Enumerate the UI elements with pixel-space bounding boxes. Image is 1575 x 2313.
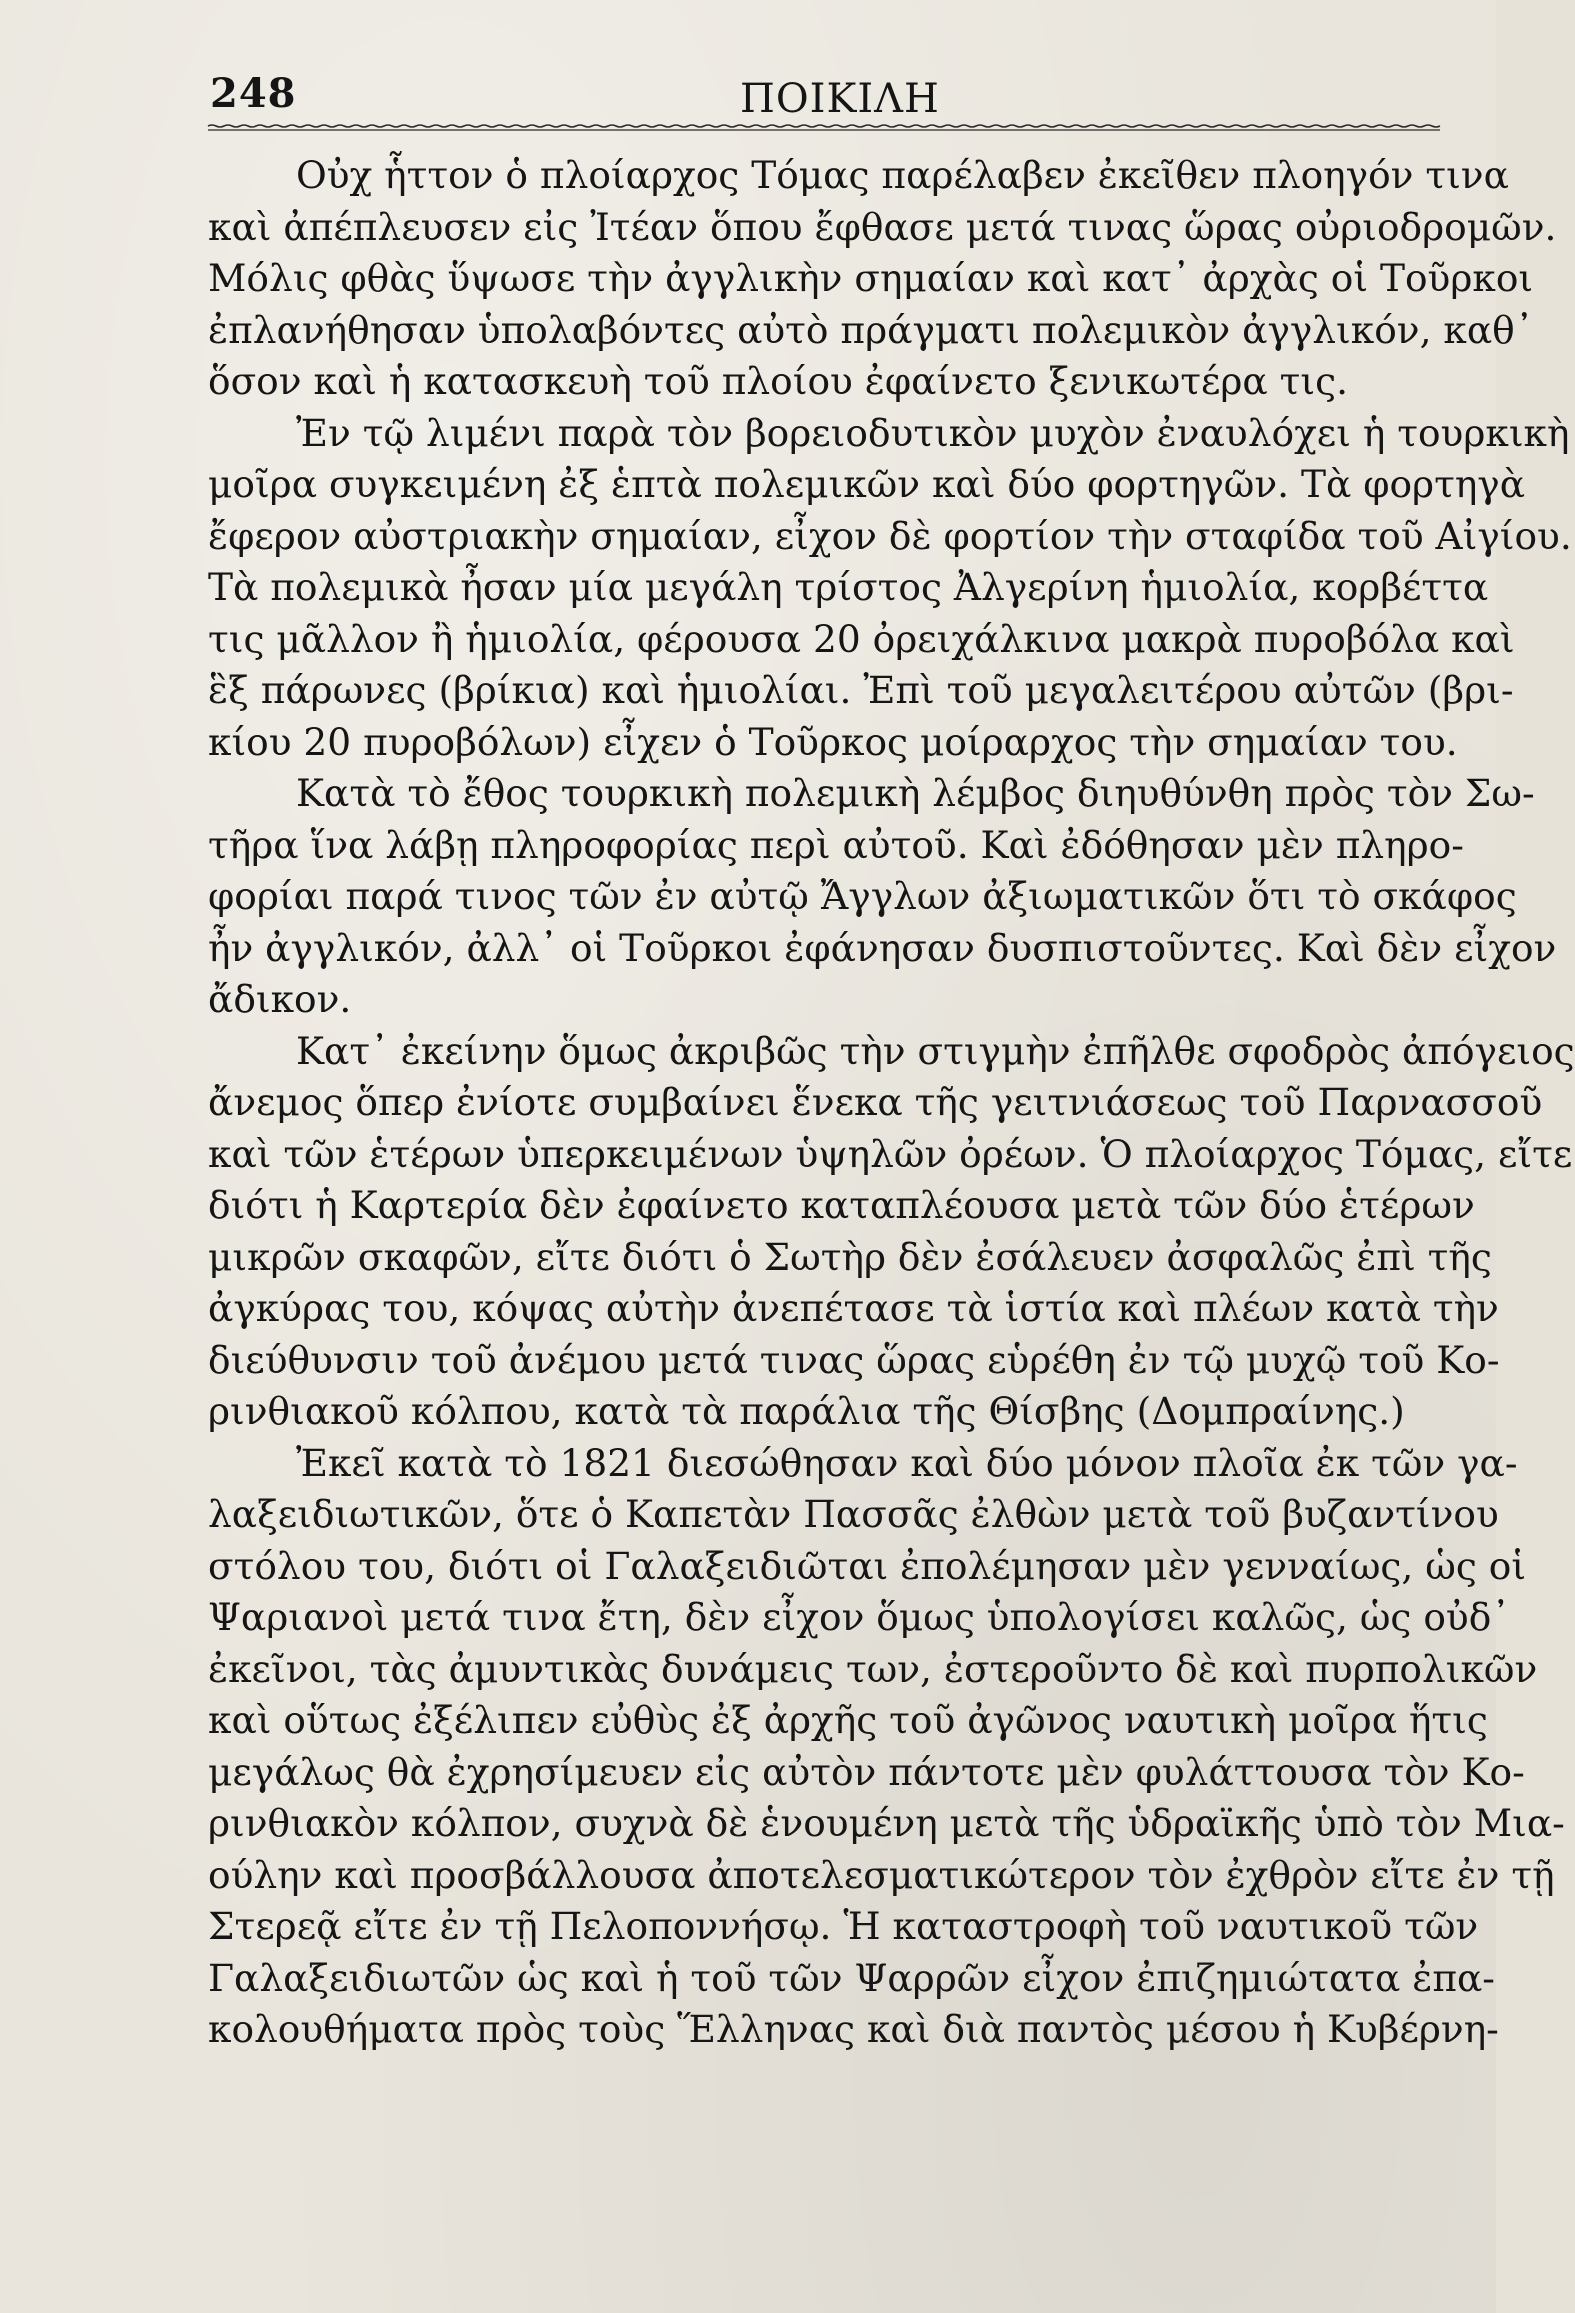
text-line: ἀγκύρας του, κόψας αὐτὴν ἀνεπέτασε τὰ ἱστία καὶ πλέων κατὰ τὴν — [208, 1286, 1499, 1330]
text-line: Γαλαξειδιωτῶν ὡς καὶ ἡ τοῦ τῶν Ψαρρῶν εἶχον ἐπιζημιώτατα ἐπα- — [208, 1955, 1495, 2000]
running-title: ΠΟΙΚΙΛΗ — [740, 76, 940, 122]
text-line: ρινθιακὸν κόλπον, συχνὰ δὲ ἑνουμένη μετὰ τῆς ὑδραϊκῆς ὑπὸ τὸν Μια- — [208, 1801, 1565, 1845]
text-line: διεύθυνσιν τοῦ ἀνέμου μετά τινας ὥρας εὑρέθη ἐν τῷ μυχῷ τοῦ Κο- — [208, 1337, 1500, 1382]
text-line: ἔφερον αὐστριακὴν σημαίαν, εἶχον δὲ φορτίον τὴν σταφίδα τοῦ Αἰγίου. — [208, 513, 1572, 558]
text-line: ούλην καὶ προσβάλλουσα ἀποτελεσματικώτερον τὸν ἐχθρὸν εἴτε ἐν τῇ — [208, 1852, 1555, 1897]
text-line: καὶ οὕτως ἐξέλιπεν εὐθὺς ἐξ ἀρχῆς τοῦ ἀγῶνος ναυτικὴ μοῖρα ἥτις — [208, 1698, 1488, 1742]
body-text — [208, 150, 1575, 2056]
text-line: κίου 20 πυροβόλων) εἶχεν ὁ Τοῦρκος μοίραρχος τὴν σημαίαν του. — [208, 719, 1458, 764]
text-line: ἐκεῖνοι, τὰς ἀμυντικὰς δυνάμεις των, ἐστεροῦντο δὲ καὶ πυρπολικῶν — [208, 1646, 1538, 1691]
text-line: ἐπλανήθησαν ὑπολαβόντες αὐτὸ πράγματι πολεμικὸν ἀγγλικόν, καθ᾽ — [208, 307, 1534, 352]
text-line: καὶ τῶν ἑτέρων ὑπερκειμένων ὑψηλῶν ὀρέων. Ὁ πλοίαρχος Τόμας, εἴτε — [208, 1131, 1573, 1176]
text-line: Ἐκεῖ κατὰ τὸ 1821 διεσώθησαν καὶ δύο μόνον πλοῖα ἐκ τῶν γα- — [296, 1440, 1518, 1485]
text-line: κολουθήματα πρὸς τοὺς Ἕλληνας καὶ διὰ παντὸς μέσου ἡ Κυβέρνη- — [208, 2007, 1499, 2051]
text-line: τις μᾶλλον ἢ ἡμιολία, φέρουσα 20 ὀρειχάλκινα μακρὰ πυροβόλα καὶ — [208, 616, 1515, 661]
page-header — [210, 70, 1440, 130]
text-line: ἄδικον. — [208, 977, 352, 1021]
text-line: φορίαι παρά τινος τῶν ἐν αὐτῷ Ἄγγλων ἀξιωματικῶν ὅτι τὸ σκάφος — [208, 874, 1517, 918]
text-line: Τὰ πολεμικὰ ἦσαν μία μεγάλη τρίστος Ἀλγερίνη ἡμιολία, κορβέττα — [208, 565, 1489, 609]
text-line: Οὐχ ἧττον ὁ πλοίαρχος Τόμας παρέλαβεν ἐκεῖθεν πλοηγόν τινα — [296, 153, 1509, 197]
text-line: ὅσον καὶ ἡ κατασκευὴ τοῦ πλοίου ἐφαίνετο ξενικωτέρα τις. — [208, 359, 1349, 403]
text-line: λαξειδιωτικῶν, ὅτε ὁ Καπετὰν Πασσᾶς ἐλθὼν μετὰ τοῦ βυζαντίνου — [208, 1492, 1499, 1536]
text-line: ἓξ πάρωνες (βρίκια) καὶ ἡμιολίαι. Ἐπὶ τοῦ μεγαλειτέρου αὐτῶν (βρι- — [208, 668, 1514, 712]
text-line: τῆρα ἵνα λάβῃ πληροφορίας περὶ αὐτοῦ. Καὶ ἐδόθησαν μὲν πληρο- — [208, 822, 1464, 867]
text-line: Ἐν τῷ λιμένι παρὰ τὸν βορειοδυτικὸν μυχὸν ἐναυλόχει ἡ τουρκικὴ — [296, 410, 1570, 455]
text-line: ρινθιακοῦ κόλπου, κατὰ τὰ παράλια τῆς Θίσβης (Δομπραίνης.) — [208, 1389, 1405, 1433]
text-line: διότι ἡ Καρτερία δὲν ἐφαίνετο καταπλέουσα μετὰ τῶν δύο ἑτέρων — [208, 1183, 1475, 1227]
header-rule — [208, 124, 1440, 132]
text-line: Ψαριανοὶ μετά τινα ἔτη, δὲν εἶχον ὅμως ὑπολογίσει καλῶς, ὡς οὐδ᾽ — [208, 1595, 1511, 1639]
text-line: στόλου του, διότι οἱ Γαλαξειδιῶται ἐπολέμησαν μὲν γενναίως, ὡς οἱ — [208, 1543, 1527, 1588]
page-number: 248 — [210, 70, 297, 117]
text-line: ἄνεμος ὅπερ ἐνίοτε συμβαίνει ἕνεκα τῆς γειτνιάσεως τοῦ Παρνασσοῦ — [208, 1080, 1543, 1124]
text-line: Κατ᾽ ἐκείνην ὅμως ἀκριβῶς τὴν στιγμὴν ἐπῆλθε σφοδρὸς ἀπόγειος — [296, 1028, 1575, 1073]
text-line: Κατὰ τὸ ἔθος τουρκικὴ πολεμικὴ λέμβος διηυθύνθη πρὸς τὸν Σω- — [296, 771, 1535, 815]
text-line: Μόλις φθὰς ὕψωσε τὴν ἀγγλικὴν σημαίαν καὶ κατ᾽ ἀρχὰς οἱ Τοῦρκοι — [208, 256, 1534, 300]
text-line: μεγάλως θὰ ἐχρησίμευεν εἰς αὐτὸν πάντοτε μὲν φυλάττουσα τὸν Κο- — [208, 1749, 1525, 1794]
text-line: μοῖρα συγκειμένη ἐξ ἑπτὰ πολεμικῶν καὶ δύο φορτηγῶν. Τὰ φορτηγὰ — [208, 462, 1526, 506]
text-line: καὶ ἀπέπλευσεν εἰς Ἰτέαν ὅπου ἔφθασε μετά τινας ὥρας οὐριοδρομῶν. — [208, 204, 1557, 249]
text-line: ἦν ἀγγλικόν, ἀλλ᾽ οἱ Τοῦρκοι ἐφάνησαν δυσπιστοῦντες. Καὶ δὲν εἶχον — [208, 925, 1557, 970]
text-line: μικρῶν σκαφῶν, εἴτε διότι ὁ Σωτὴρ δὲν ἐσάλευεν ἀσφαλῶς ἐπὶ τῆς — [208, 1234, 1492, 1279]
text-line: Στερεᾷ εἴτε ἐν τῇ Πελοποννήσῳ. Ἡ καταστροφὴ τοῦ ναυτικοῦ τῶν — [208, 1904, 1479, 1948]
